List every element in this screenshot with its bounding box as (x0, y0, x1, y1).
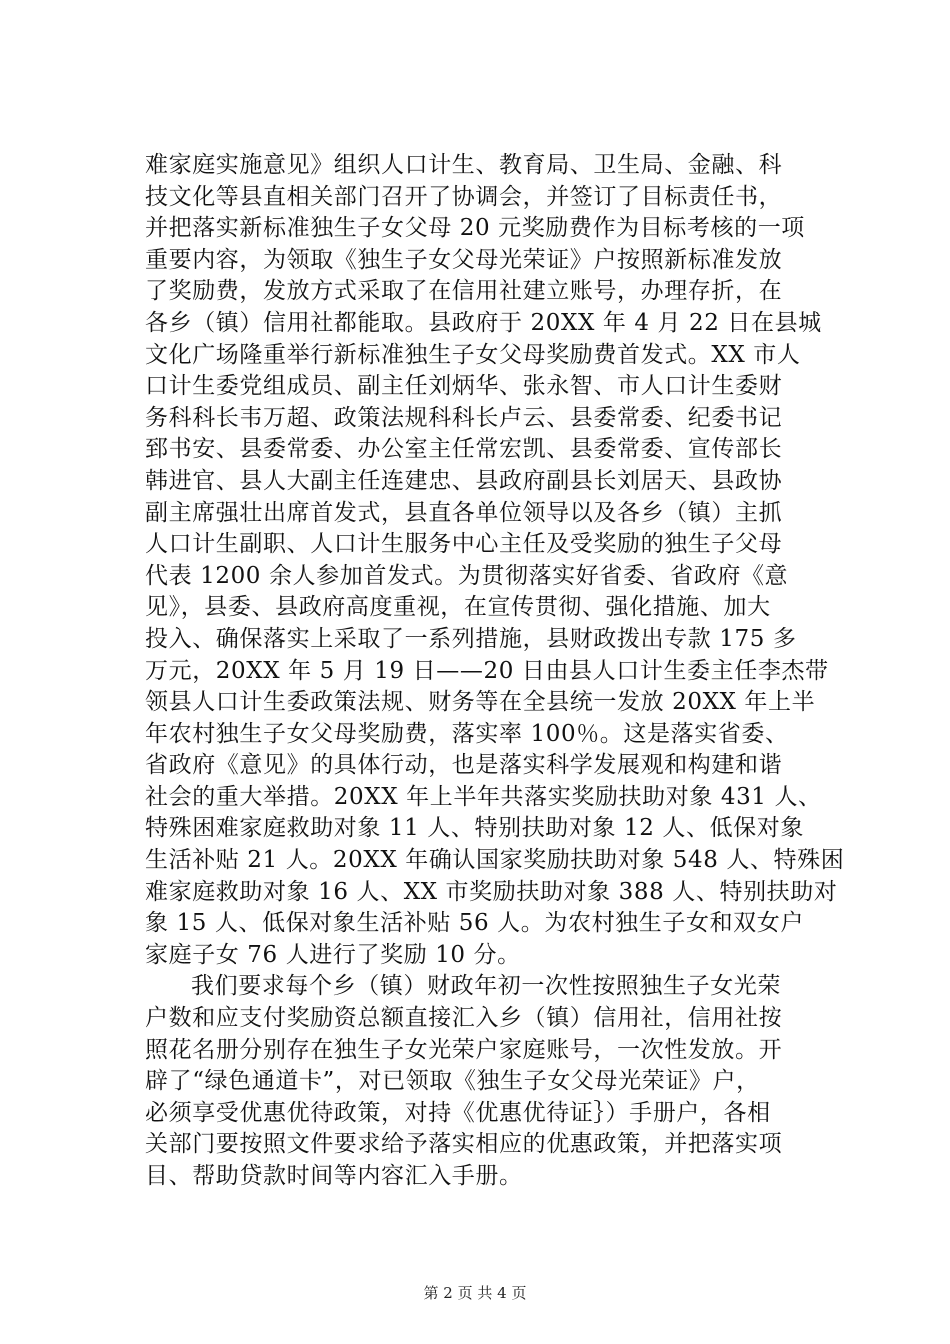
text-line: 郅书安、县委常委、办公室主任常宏凯、县委常委、宣传部长 (145, 436, 783, 463)
text-line: 目、帮助贷款时间等内容汇入手册。 (145, 1163, 523, 1189)
text-line: 照花名册分别存在独生子女光荣户家庭账号，一次性发放。开 (145, 1036, 783, 1063)
text-line: 技文化等县直相关部门召开了协调会，并签订了目标责任书， (145, 183, 783, 210)
text-line: 辟了“绿色通道卡”，对已领取《独生子女父母光荣证》户， (145, 1068, 760, 1095)
text-line: 年农村独生子女父母奖励费，落实率 100％。这是落实省委、 (145, 720, 789, 747)
text-line: 副主席强壮出席首发式，县直各单位领导以及各乡（镇）主抓 (145, 499, 783, 526)
text-line: 并把落实新标准独生子女父母 20 元奖励费作为目标考核的一项 (145, 215, 805, 242)
text-line: 代表 1200 余人参加首发式。为贯彻落实好省委、省政府《意 (145, 562, 789, 589)
paragraph-start-line: 我们要求每个乡（镇）财政年初一次性按照独生子女光荣 (191, 973, 781, 1000)
text-line: 务科科长韦万超、政策法规科科长卢云、县委常委、纪委书记 (145, 404, 783, 431)
text-line: 特殊困难家庭救助对象 11 人、特别扶助对象 12 人、低保对象 (145, 815, 804, 842)
text-line: 各乡（镇）信用社都能取。县政府于 20XX 年 4 月 22 日在县城 (145, 309, 822, 336)
text-line: 见》，县委、县政府高度重视，在宣传贯彻、强化措施、加大 (145, 594, 771, 621)
text-line: 领县人口计生委政策法规、财务等在全县统一发放 20XX 年上半 (145, 689, 816, 716)
text-line: 户数和应支付奖励资总额直接汇入乡（镇）信用社，信用社按 (145, 1005, 783, 1032)
text-line: 口计生委党组成员、副主任刘炳华、张永智、市人口计生委财 (145, 373, 783, 400)
text-line: 难家庭实施意见》组织人口计生、教育局、卫生局、金融、科 (145, 152, 783, 178)
text-line: 必须享受优惠优待政策，对持《优惠优待证｝）手册户，各相 (145, 1099, 771, 1126)
text-line: 象 15 人、低保对象生活补贴 56 人。为农村独生子女和双女户 (145, 910, 804, 937)
text-line: 文化广场隆重举行新标准独生子女父母奖励费首发式。XX 市人 (145, 341, 801, 368)
text-line: 省政府《意见》的具体行动，也是落实科学发展观和构建和谐 (145, 752, 783, 779)
body-text (145, 150, 845, 1193)
text-line: 投入、确保落实上采取了一系列措施，县财政拨出专款 175 多 (145, 625, 797, 652)
text-line: 了奖励费，发放方式采取了在信用社建立账号，办理存折，在 (145, 278, 783, 305)
text-line: 社会的重大举措。20XX 年上半年共落实奖励扶助对象 431 人、 (145, 783, 822, 810)
page-footer: 第 2 页 共 4 页 (423, 1284, 527, 1302)
text-line: 万元，20XX 年 5 月 19 日——20 日由县人口计生委主任李杰带 (145, 657, 829, 684)
text-line: 重要内容，为领取《独生子女父母光荣证》户按照新标准发放 (145, 246, 783, 273)
text-line: 人口计生副职、人口计生服务中心主任及受奖励的独生子父母 (145, 531, 783, 558)
text-line: 家庭子女 76 人进行了奖励 10 分。 (145, 941, 521, 968)
text-line: 关部门要按照文件要求给予落实相应的优惠政策，并把落实项 (145, 1131, 783, 1158)
text-line: 韩进官、县人大副主任连建忠、县政府副县长刘居天、县政协 (145, 467, 783, 494)
text-line: 生活补贴 21 人。20XX 年确认国家奖励扶助对象 548 人、特殊困 (145, 847, 845, 874)
text-line: 难家庭救助对象 16 人、XX 市奖励扶助对象 388 人、特别扶助对 (145, 878, 838, 905)
